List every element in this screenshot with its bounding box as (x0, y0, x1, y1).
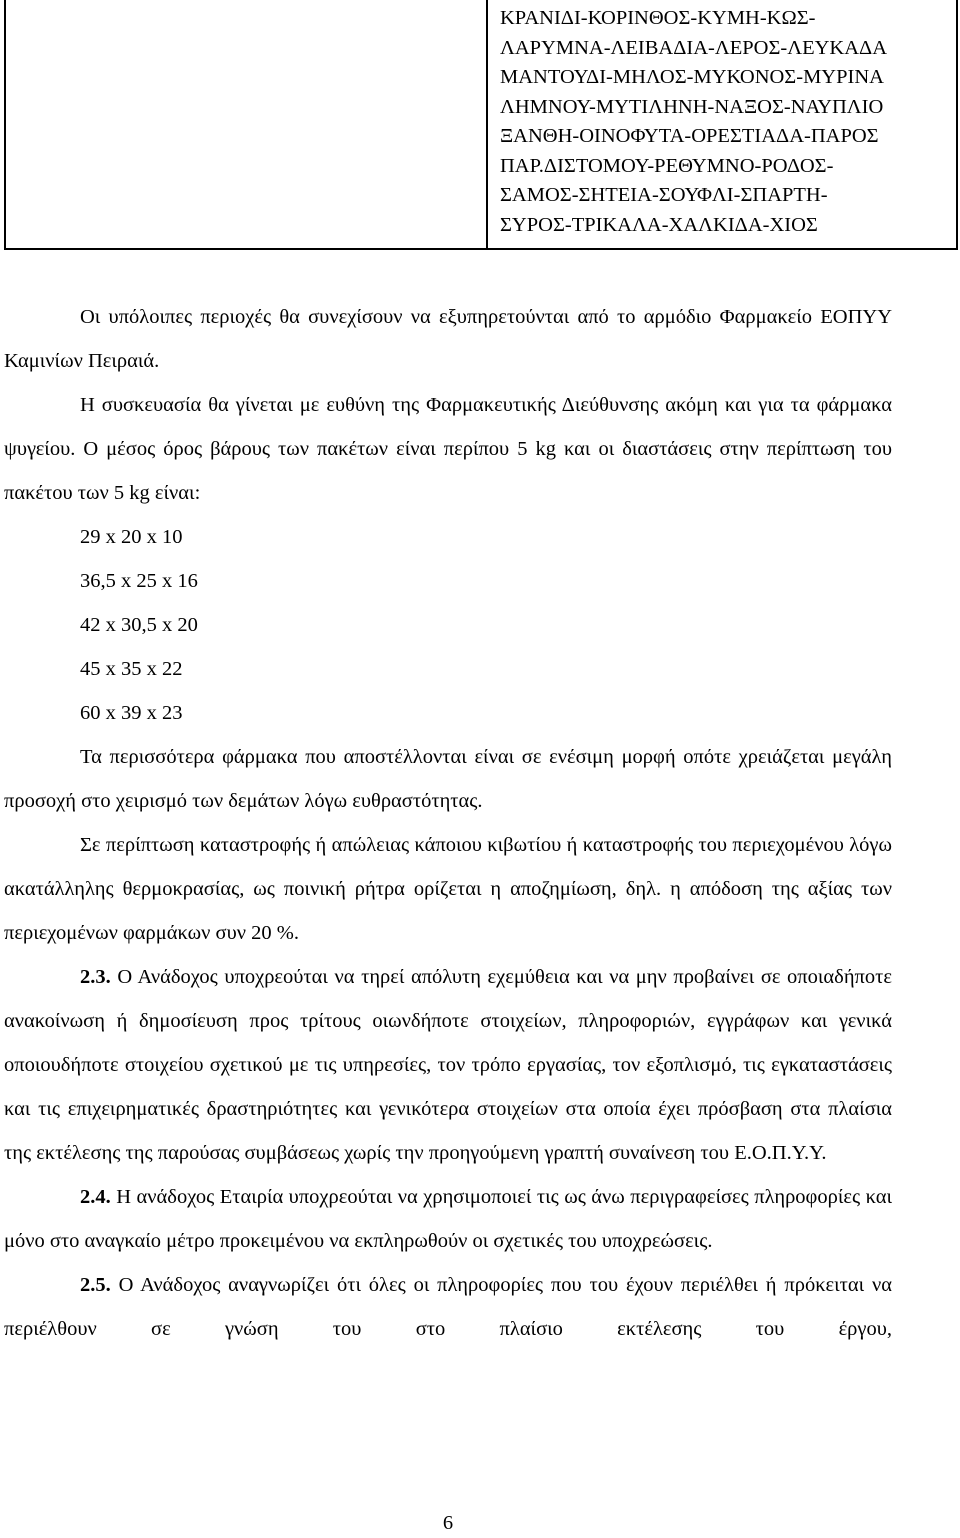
clause-2-4 (4, 1175, 892, 1263)
clause-2-3 (4, 955, 892, 1175)
body-text (4, 295, 892, 1351)
page-number: 6 (442, 1512, 454, 1534)
table-right-cell (488, 0, 958, 250)
area-line: ΣΥΡΟΣ-ΤΡΙΚΑΛΑ-ΧΑΛΚΙΔΑ-ΧΙΟΣ (500, 213, 818, 236)
clause-text: Ο Ανάδοχος αναγνωρίζει ότι όλες οι πληροφορίες που του έχουν περιέλθει ή πρόκειται να περιέλθουν σε γνώση του στο πλαίσιο εκτέλεσης του έργου, (4, 1274, 892, 1340)
clause-text: Η ανάδοχος Εταιρία υποχρεούται να χρησιμοποιεί τις ως άνω περιγραφείσες πληροφορίες και μόνο στο αναγκαίο μέτρο προκειμένου να εκπληρωθούν οι σχετικές του υποχρεώσεις. (4, 1186, 892, 1252)
clause-text: Ο Ανάδοχος υποχρεούται να τηρεί απόλυτη εχεμύθεια και να μην προβαίνει σε οποιαδήποτε ανακοίνωση ή δημοσίευση προς τρίτους οιωνδήποτε στοιχείων, πληροφοριών, εγγράφων και γενικά οποιουδήποτε στοιχείου σχετικού με τις υπηρεσίες, τον τρόπο εργασίας, τον εξοπλισμό, τις εγκαταστάσεις και τις επιχειρηματικές δραστηριότητες και γενικότερα στοιχείων στα οποία έχει πρόσβαση στα πλαίσια της εκτέλεσης της παρούσας συμβάσεως χωρίς την προηγούμενη γραπτή συναίνεση του Ε.Ο.Π.Υ.Υ. (4, 966, 892, 1164)
area-line: ΠΑΡ.ΔΙΣΤΟΜΟΥ-ΡΕΘΥΜΝΟ-ΡΟΔΟΣ- (500, 154, 834, 177)
paragraph-injectables: Τα περισσότερα φάρμακα που αποστέλλονται είναι σε ενέσιμη μορφή οπότε χρειάζεται μεγάλη προσοχή στο χειρισμό των δεμάτων λόγω ευθραστότητας. (4, 746, 892, 812)
paragraph-remaining-areas: Οι υπόλοιπες περιοχές θα συνεχίσουν να εξυπηρετούνται από το αρμόδιο Φαρμακείο ΕΟΠΥΥ Καμινίων Πειραιά. (4, 306, 892, 372)
table-left-cell (4, 0, 488, 250)
paragraph-damage-penalty: Σε περίπτωση καταστροφής ή απώλειας κάποιου κιβωτίου ή καταστροφής του περιεχομένου λόγω ακατάλληλης θερμοκρασίας, ως ποινική ρήτρα ορίζεται η αποζημίωση, δηλ. η απόδοση της αξίας των περιεχομένων φαρμάκων συν 20 %. (4, 834, 892, 944)
area-line: ΜΑΝΤΟΥΔΙ-ΜΗΛΟΣ-ΜΥΚΟΝΟΣ-ΜΥΡΙΝΑ (500, 66, 884, 88)
dimension-item: 36,5 x 25 x 16 (80, 570, 198, 592)
clause-number: 2.5. (80, 1274, 111, 1296)
area-line: ΞΑΝΘΗ-ΟΙΝΟΦΥΤΑ-ΟΡΕΣΤΙΑΔΑ-ΠΑΡΟΣ (500, 125, 879, 147)
area-line: ΛΑΡΥΜΝΑ-ΛΕΙΒΑΔΙΑ-ΛΕΡΟΣ-ΛΕΥΚΑΔΑ (500, 36, 888, 59)
paragraph-packaging: Η συσκευασία θα γίνεται με ευθύνη της Φαρμακευτικής Διεύθυνσης ακόμη και για τα φάρμακα ψυγείου. Ο μέσος όρος βάρους των πακέτων είναι περίπου 5 kg και οι διαστάσεις στην περίπτωση του πακέτου των 5 kg είναι: (4, 394, 892, 504)
clause-number: 2.3. (80, 966, 111, 988)
clause-number: 2.4. (80, 1186, 111, 1208)
clause-2-5 (4, 1263, 892, 1351)
dimension-item: 29 x 20 x 10 (80, 526, 183, 548)
areas-table (0, 0, 958, 250)
area-line: ΛΗΜΝΟΥ-ΜΥΤΙΛΗΝΗ-ΝΑΞΟΣ-ΝΑΥΠΛΙΟ (500, 95, 884, 118)
dimension-item: 42 x 30,5 x 20 (80, 614, 198, 636)
area-line: ΚΡΑΝΙΔΙ-ΚΟΡΙΝΘΟΣ-ΚΥΜΗ-ΚΩΣ- (500, 7, 816, 29)
dimension-item: 45 x 35 x 22 (80, 658, 183, 680)
dimension-item: 60 x 39 x 23 (80, 702, 183, 724)
areas-list (500, 4, 950, 240)
area-line: ΣΑΜΟΣ-ΣΗΤΕΙΑ-ΣΟΥΦΛΙ-ΣΠΑΡΤΗ- (500, 184, 828, 206)
